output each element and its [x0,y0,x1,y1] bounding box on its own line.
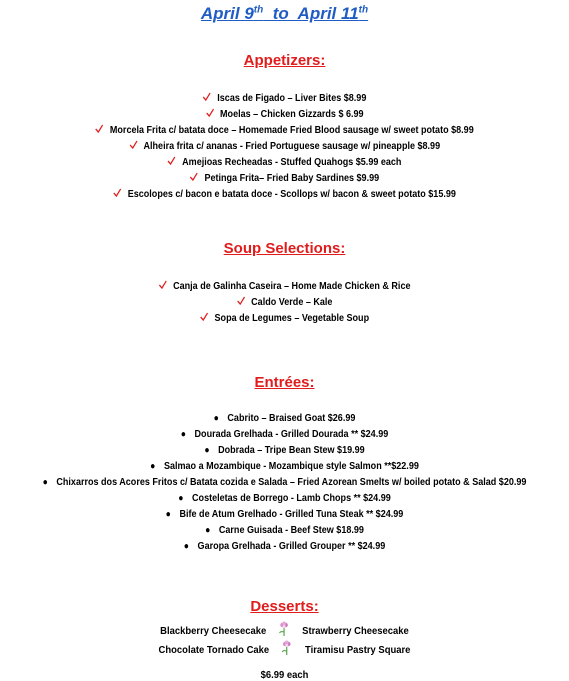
list-item: Morcela Frita c/ batata doce – Homemade Fried Blood sausage w/ sweet potato $8.99 [40,122,529,138]
list-item: Moelas – Chicken Gizzards $ 6.99 [40,106,529,122]
checkmark-icon [190,172,199,182]
list-item: ● Cabrito – Braised Goat $26.99 [40,410,529,426]
list-item: Amejioas Recheadas - Stuffed Quahogs $5.99 each [40,154,529,170]
dessert-item: Strawberry Cheesecake [302,625,409,637]
list-item: ● Carne Guisada - Beef Stew $18.99 [40,522,529,538]
checkmark-icon [203,92,212,102]
checkmark-icon [168,156,177,166]
bullet-icon: ● [213,413,219,424]
dessert-item: Tiramisu Pastry Square [305,644,411,656]
flower-icon [278,621,291,637]
dessert-price: $6.99 each [260,669,309,681]
list-item: ● Dourada Grelhada - Grilled Dourada ** $24.99 [40,426,529,442]
list-item: ● Salmao a Mozambique - Mozambique style Salmon **$22.99 [40,458,529,474]
bullet-icon: ● [205,525,211,536]
soups-list [0,278,569,326]
soups-heading: Soup Selections: [223,240,346,257]
bullet-icon: ● [180,429,186,440]
bullet-icon: ● [150,461,156,472]
list-item: Petinga Frita– Fried Baby Sardines $9.99 [40,170,529,186]
checkmark-icon [95,124,104,134]
list-item: ● Garopa Grelhada - Grilled Grouper ** $24.99 [40,538,529,554]
appetizers-list [0,90,569,202]
bullet-icon: ● [183,541,189,552]
list-item: ● Chixarros dos Acores Fritos c/ Batata cozida e Salada – Fried Azorean Smelts w/ boiled potato & Salad $20.99 [40,474,529,490]
checkmark-icon [113,188,122,198]
entrees-heading: Entrées: [254,374,315,391]
bullet-icon: ● [42,477,48,488]
page-title: April 9th to April 11th [200,4,369,23]
desserts-heading: Desserts: [250,598,319,615]
dessert-item: Blackberry Cheesecake [160,625,267,637]
list-item: Canja de Galinha Caseira – Home Made Chicken & Rice [40,278,529,294]
dessert-row [28,621,540,637]
dessert-row [28,640,540,656]
bullet-icon: ● [165,509,171,520]
list-item: Alheira frita c/ ananas - Fried Portuguese sausage w/ pineapple $8.99 [40,138,529,154]
entrees-list [0,410,569,554]
list-item: ● Costeletas de Borrego - Lamb Chops ** $24.99 [40,490,529,506]
checkmark-icon [158,280,167,290]
checkmark-icon [205,108,214,118]
list-item: Iscas de Figado – Liver Bites $8.99 [40,90,529,106]
list-item: ● Bife de Atum Grelhado - Grilled Tuna Steak ** $24.99 [40,506,529,522]
dessert-item: Chocolate Tornado Cake [158,644,270,656]
list-item: Caldo Verde – Kale [40,294,529,310]
flower-icon [281,640,294,656]
bullet-icon: ● [178,493,184,504]
checkmark-icon [200,312,209,322]
list-item: Sopa de Legumes – Vegetable Soup [40,310,529,326]
appetizers-heading: Appetizers: [243,52,326,69]
list-item: Escolopes c/ bacon e batata doce - Scollops w/ bacon & sweet potato $15.99 [40,186,529,202]
list-item: ● Dobrada – Tripe Bean Stew $19.99 [40,442,529,458]
bullet-icon: ● [204,445,210,456]
checkmark-icon [237,296,246,306]
checkmark-icon [129,140,138,150]
